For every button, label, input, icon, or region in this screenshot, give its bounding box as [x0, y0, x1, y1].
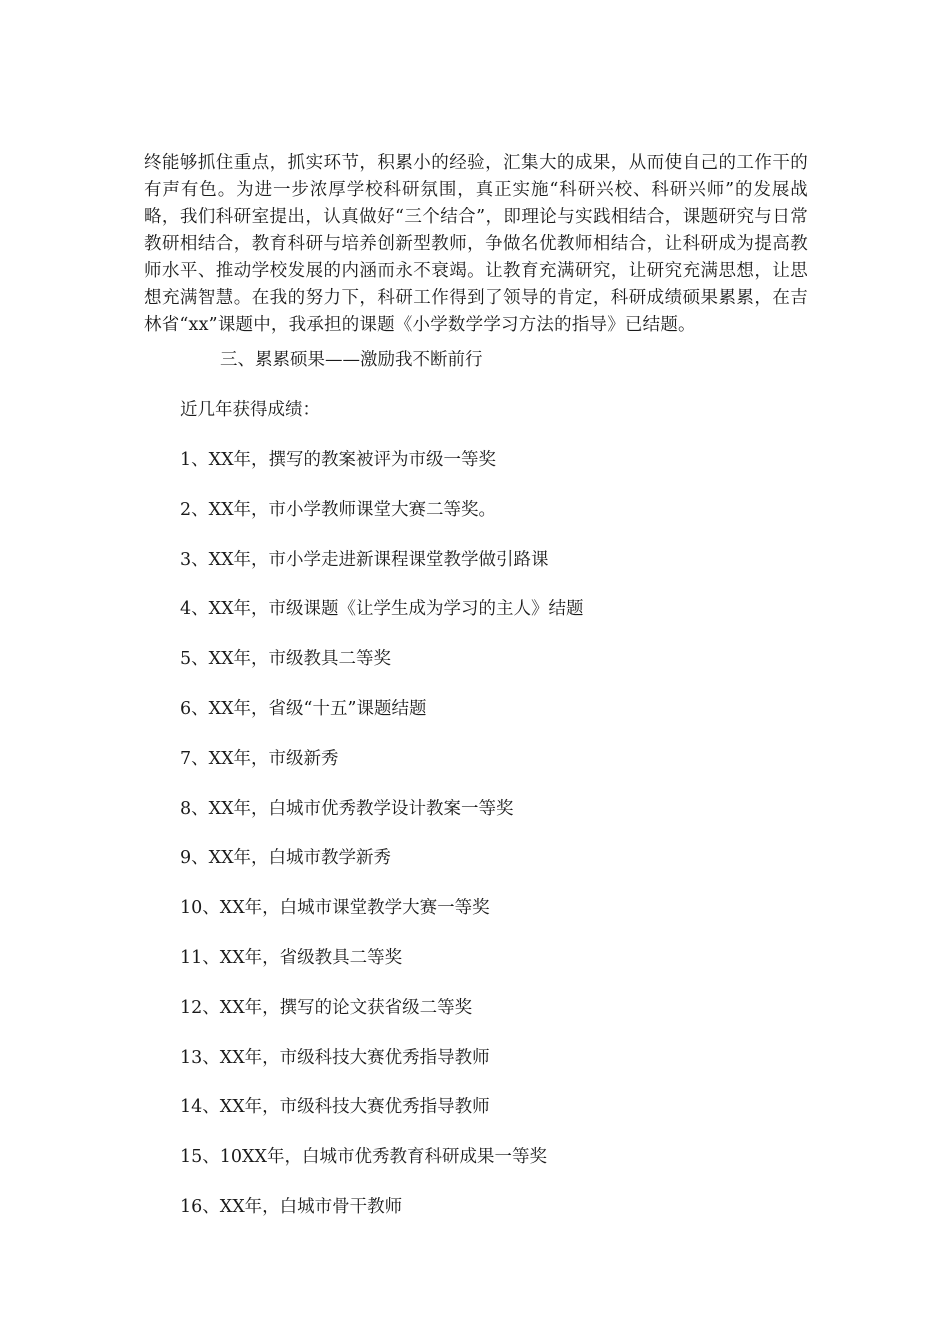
list-item: 14、XX年，市级科技大赛优秀指导教师 — [180, 1097, 490, 1118]
list-item: 12、XX年，撰写的论文获省级二等奖 — [180, 997, 473, 1018]
list-item: 6、XX年，省级“十五”课题结题 — [180, 698, 427, 719]
list-item: 4、XX年，市级课题《让学生成为学习的主人》结题 — [180, 599, 584, 620]
list-item: 3、XX年，市小学走进新课程课堂教学做引路课 — [180, 549, 549, 570]
list-item: 16、XX年，白城市骨干教师 — [180, 1196, 403, 1217]
list-item: 13、XX年，市级科技大赛优秀指导教师 — [180, 1047, 490, 1068]
list-item: 9、XX年，白城市教学新秀 — [180, 848, 392, 869]
achievement-list — [180, 447, 584, 1244]
list-item: 15、10XX年，白城市优秀教育科研成果一等奖 — [180, 1147, 547, 1168]
list-item: 2、XX年，市小学教师课堂大赛二等奖。 — [180, 499, 497, 520]
body-paragraph: 终能够抓住重点，抓实环节，积累小的经验，汇集大的成果，从而使自己的工作干的有声有色。为进一步浓厚学校科研氛围，真正实施“科研兴校、科研兴师”的发展战略，我们科研室提出，认真做好“三个结合”，即理论与实践相结合，课题研究与日常教研相结合，教育科研与培养创新型教师，争做名优教师相结合，让科研成为提高教师水平、推动学校发展的内涵而永不衰竭。让教育充满研究，让研究充满思想，让思想充满智慧。在我的努力下，科研工作得到了领导的肯定，科研成绩硕果累累，在吉林省“xx”课题中，我承担的课题《小学数学学习方法的指导》已结题。 — [144, 153, 808, 335]
section-heading: 三、累累硕果——激励我不断前行 — [220, 350, 483, 370]
list-item: 7、XX年，市级新秀 — [180, 748, 339, 769]
achievements-intro: 近几年获得成绩： — [180, 400, 320, 420]
list-item: 8、XX年，白城市优秀教学设计教案一等奖 — [180, 798, 514, 819]
list-item: 11、XX年，省级教具二等奖 — [180, 947, 403, 968]
list-item: 10、XX年，白城市课堂教学大赛一等奖 — [180, 898, 490, 919]
list-item: 1、XX年，撰写的教案被评为市级一等奖 — [180, 450, 497, 470]
list-item: 5、XX年，市级教具二等奖 — [180, 649, 392, 670]
